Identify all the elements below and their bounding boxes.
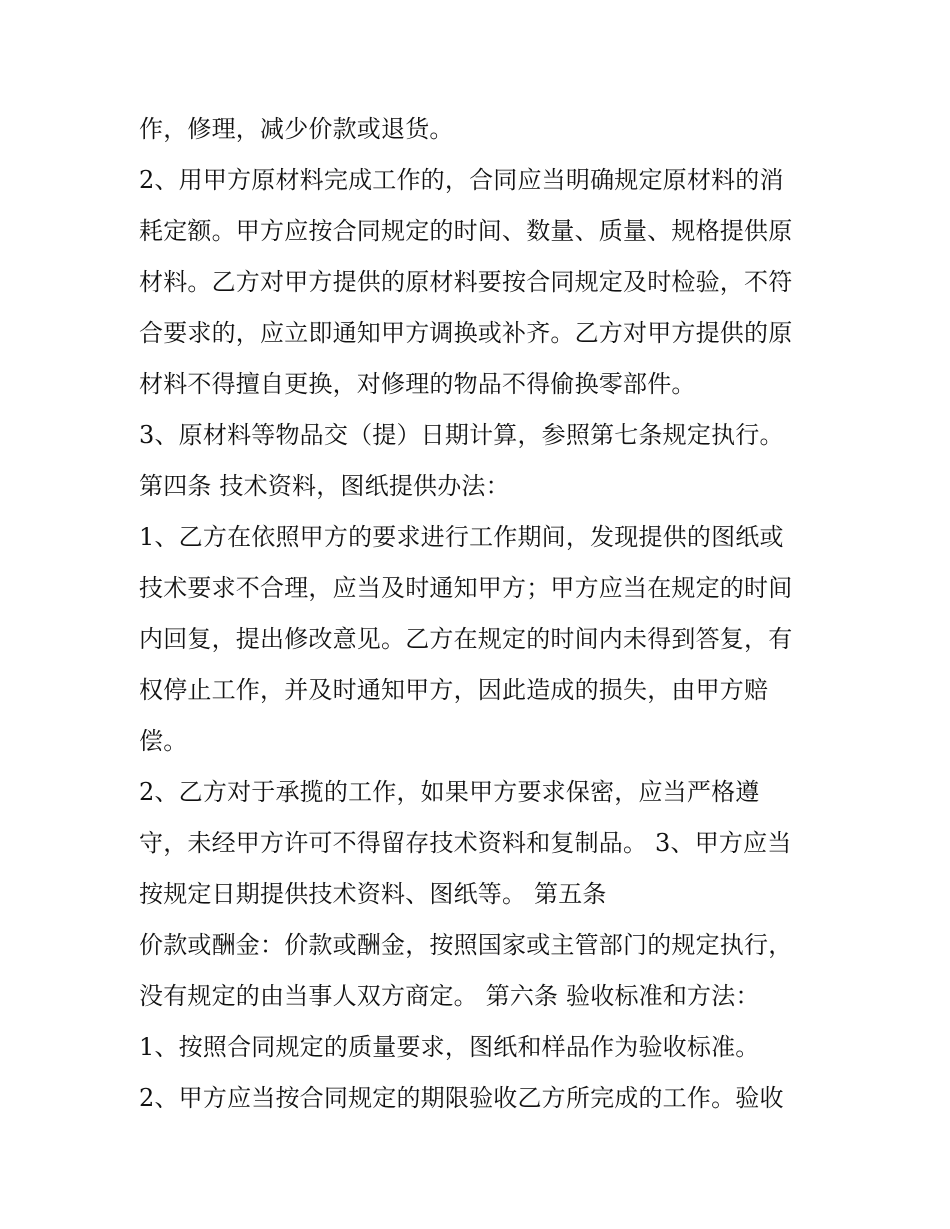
text-line-16: 按规定日期提供技术资料、图纸等。 第五条	[139, 880, 607, 908]
text-line-1: 作，修理，减少价款或退货。	[139, 115, 454, 143]
text-line-14: 2、乙方对于承揽的工作，如果甲方要求保密，应当严格遵	[139, 778, 760, 806]
text-line-18: 没有规定的由当事人双方商定。 第六条 验收标准和方法：	[139, 982, 760, 1010]
text-line-7: 3、原材料等物品交（提）日期计算，参照第七条规定执行。	[139, 421, 784, 449]
text-line-17: 价款或酬金：价款或酬金，按照国家或主管部门的规定执行，	[139, 931, 793, 959]
text-line-13: 偿。	[139, 727, 188, 755]
text-line-2: 2、用甲方原材料完成工作的，合同应当明确规定原材料的消	[139, 166, 784, 194]
text-line-19: 1、按照合同规定的质量要求，图纸和样品作为验收标准。	[139, 1033, 760, 1061]
text-line-6: 材料不得擅自更换，对修理的物品不得偷换零部件。	[139, 370, 696, 398]
text-line-11: 内回复，提出修改意见。乙方在规定的时间内未得到答复，有	[139, 625, 793, 653]
section-heading-4: 第四条 技术资料，图纸提供办法：	[139, 472, 510, 500]
text-line-15: 守，未经甲方许可不得留存技术资料和复制品。 3、甲方应当	[139, 829, 792, 857]
text-line-5: 合要求的，应立即通知甲方调换或补齐。乙方对甲方提供的原	[139, 319, 793, 347]
text-line-20: 2、甲方应当按合同规定的期限验收乙方所完成的工作。验收	[139, 1084, 784, 1112]
text-line-12: 权停止工作，并及时通知甲方，因此造成的损失，由甲方赔	[139, 676, 769, 704]
text-line-3: 耗定额。甲方应按合同规定的时间、数量、质量、规格提供原	[139, 217, 793, 245]
text-line-9: 1、乙方在依照甲方的要求进行工作期间，发现提供的图纸或	[139, 523, 784, 551]
text-line-4: 材料。乙方对甲方提供的原材料要按合同规定及时检验，不符	[139, 268, 793, 296]
text-line-10: 技术要求不合理，应当及时通知甲方；甲方应当在规定的时间	[139, 574, 793, 602]
